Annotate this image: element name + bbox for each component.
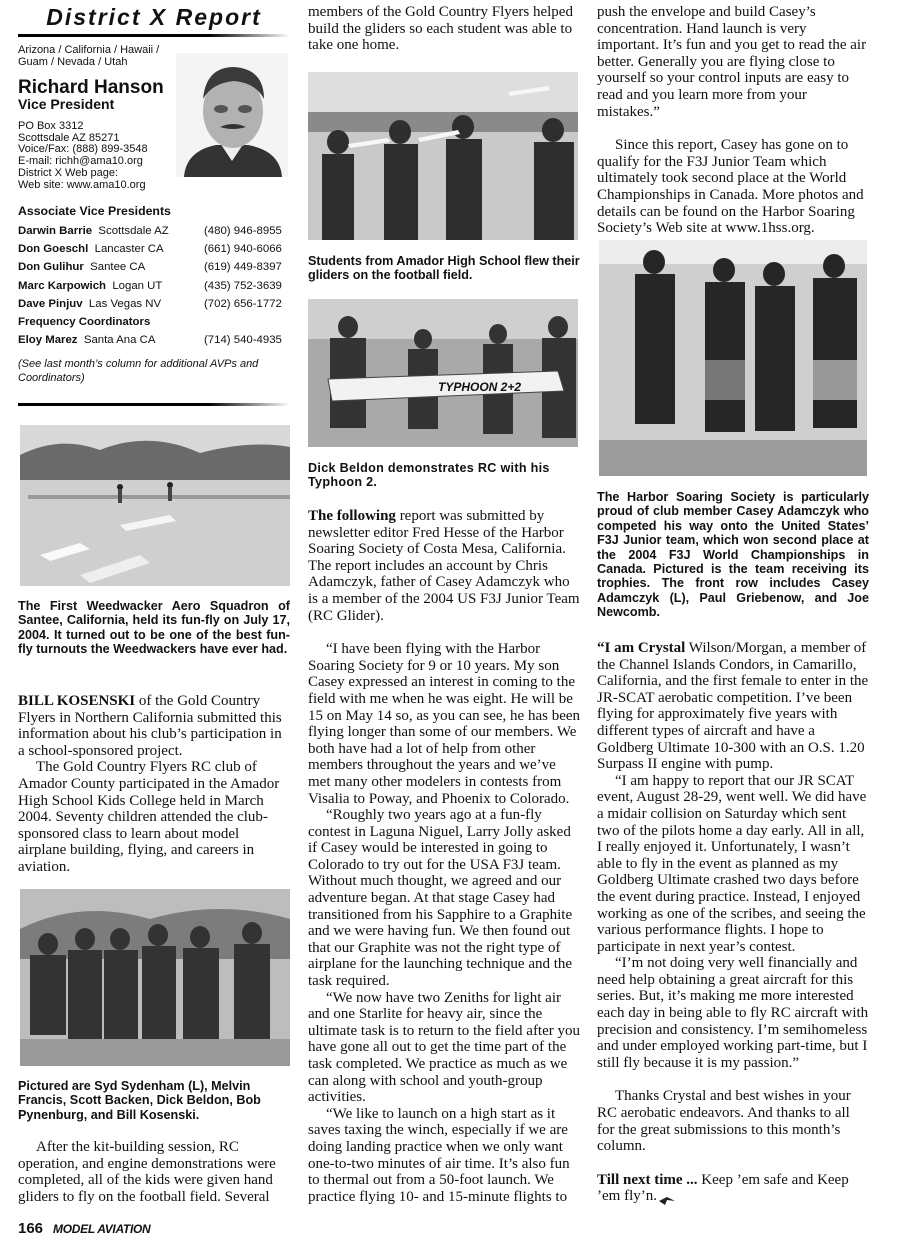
freq-row bbox=[18, 331, 290, 349]
avp-name: Don Gulihur bbox=[18, 261, 84, 274]
report-title: District X Report bbox=[46, 4, 262, 30]
weedwacker-caption: The First Weedwacker Aero Squadron of Santee, California, held its fun-fly on July 17, 2004. It turned out to be one of the best fun-fly turnouts the Weedwackers have ever had. bbox=[18, 599, 290, 657]
avp-table bbox=[18, 222, 290, 349]
paragraph: Since this report, Casey has gone on to qualify for the F3J Junior Team which ultimately took second place at the World Championships in Canada. More photos and details can be found on the Harbor Soaring Society’s Web site at www.1hss.org. bbox=[597, 137, 864, 237]
students-caption: Students from Amador High School flew their gliders on the football field. bbox=[308, 254, 580, 283]
magazine-name: MODEL AVIATION bbox=[53, 1222, 151, 1236]
col3-top bbox=[597, 4, 869, 237]
avp-heading: Associate Vice Presidents bbox=[18, 204, 171, 218]
vp-portrait-photo bbox=[176, 53, 288, 177]
paragraph: “We like to launch on a high start as it saves taxing the winch, especially if we are doing landing practice when we only want one-to-two minutes of air time. It’s also fun to thermal out from a 50-foot launch. We practice flying 10- and 15-minute flights to bbox=[308, 1105, 570, 1205]
col2-body bbox=[308, 508, 580, 1205]
paragraph: After the kit-building session, RC operation, and engine demonstrations were completed, all of the kids were given hand gliders to fly on the football field. Several bbox=[18, 1139, 276, 1205]
harbor-team-photo bbox=[599, 240, 867, 476]
avp-phone: (619) 449-8397 bbox=[204, 261, 282, 274]
paragraph-text: of the Gold Country Flyers in Northern California submitted this information about his club’s participation in a school-sponsored project. bbox=[18, 693, 282, 759]
lead-bold: “I am Crystal bbox=[597, 640, 686, 656]
avp-note: (See last month’s column for additional AVPs and Coordinators) bbox=[18, 358, 259, 384]
avp-phone: (702) 656-1772 bbox=[204, 297, 282, 310]
closing-text: Keep ’em safe and Keep ’em fly’n. bbox=[597, 1171, 849, 1205]
avp-city: Lancaster CA bbox=[94, 243, 164, 256]
harbor-caption: The Harbor Soaring Society is particularly proud of club member Casey Adamczyk who competed his way onto the United States’ F3J Junior team, which won second place at the 2004 F3J World Championships in Canada. Pictured is the team receiving its trophies. The front row includes Casey Adamczyk (L), Paul Griebenow, and Joe Newcomb. bbox=[597, 490, 869, 620]
avp-city: Logan UT bbox=[112, 279, 163, 292]
contact-line: E-mail: richh@ama10.org bbox=[18, 155, 143, 168]
page-number: 166 bbox=[18, 1220, 44, 1237]
freq-city: Santa Ana CA bbox=[83, 334, 156, 347]
states-list: Arizona / California / Hawaii / Guam / Nevada / Utah bbox=[18, 44, 160, 68]
vp-contact bbox=[18, 121, 178, 191]
avp-name: Don Goeschl bbox=[18, 243, 89, 256]
avp-row bbox=[18, 258, 290, 276]
avp-city: Las Vegas NV bbox=[88, 297, 162, 310]
title-rule bbox=[18, 34, 290, 37]
section-rule bbox=[18, 403, 290, 406]
freq-heading-text: Frequency Coordinators bbox=[18, 316, 151, 329]
freq-name: Eloy Marez bbox=[18, 334, 78, 347]
avp-row bbox=[18, 295, 290, 313]
avp-row bbox=[18, 277, 290, 295]
beldon-photo bbox=[308, 299, 578, 447]
vp-name: Richard Hanson bbox=[18, 77, 164, 98]
paragraph: “I have been flying with the Harbor Soaring Society for 9 or 10 years. My son Casey expressed an interest in coming to the field with me when he was eight. He will be 15 on May 14 so, as you can see, he has been flying longer than some of our members. We both have had a lot of help from other members throughout the years and we’ve met many other modelers in contests from Visalia to Poway, and Phoenix to Colorado. bbox=[308, 641, 581, 807]
closing-paragraph bbox=[597, 1172, 869, 1205]
group-photo bbox=[20, 889, 290, 1066]
avp-phone: (435) 752-3639 bbox=[204, 279, 282, 292]
paragraph: push the envelope and build Casey’s concentration. Hand launch is very important. It’s fun and you get to read the air better. Generally you are flying close to yourself so your control inputs are easy to read and you learn more from your mistakes.” bbox=[597, 4, 867, 120]
paragraph: “We now have two Zeniths for light air and one Starlite for heavy air, since the ultimate task is to return to the field after you have gone all out to get the time part of the task completed. We practice as much as we can along with school and youth-group activities. bbox=[308, 989, 581, 1106]
typhoon-label: TYPHOON 2+2 bbox=[438, 380, 522, 394]
freq-phone: (714) 540-4935 bbox=[204, 334, 282, 347]
contact-line: Web site: www.ama10.org bbox=[18, 178, 146, 191]
col1-body bbox=[18, 693, 290, 876]
group-caption: Pictured are Syd Sydenham (L), Melvin Francis, Scott Backen, Dick Beldon, Bob Pynenburg, and Bill Kosenski. bbox=[18, 1079, 261, 1122]
paragraph: Thanks Crystal and best wishes in your RC aerobatic endeavors. And thanks to all for the great submissions to this month’s column. bbox=[597, 1088, 851, 1155]
avp-phone: (480) 946-8955 bbox=[204, 225, 282, 237]
weedwacker-photo bbox=[20, 425, 290, 586]
paragraph: members of the Gold Country Flyers helped build the gliders so each student was able to take one home. bbox=[308, 4, 573, 54]
contact-line: District X Web page: bbox=[18, 166, 119, 179]
lead-bold: BILL KOSENSKI bbox=[18, 693, 136, 709]
students-photo bbox=[308, 72, 578, 240]
vp-role: Vice President bbox=[18, 96, 115, 112]
kosenski-paragraph bbox=[18, 693, 290, 759]
paragraph: The Gold Country Flyers RC club of Amador County participated in the Amador High School Kids College held in March 2004. Seventy children attended the club-sponsored class to learn about model airplane building, flying, and careers in aviation. bbox=[18, 759, 280, 875]
contact-line: PO Box 3312 bbox=[18, 120, 84, 132]
avp-phone: (661) 940-6066 bbox=[204, 243, 282, 256]
following-paragraph bbox=[308, 508, 580, 624]
paragraph-text: Wilson/Morgan, a member of the Channel Islands Condors, in Camarillo, California, and the first female to enter in the JR-SCAT aerobatic competition. I’ve been flying for approximately five years with different types of aircraft and have a Goldberg Ultimate 10-300 with an O.S. 1.20 Surpass II engine with pump. bbox=[597, 640, 869, 773]
paragraph: “I am happy to report that our JR SCAT event, August 28-29, went well. We did have a midair collision on Saturday which sent two of the pilots home a day early. All in all, I really enjoyed it. Unfortunately, I wasn’t able to fly in the event as planned as my Goldberg Ultimate crashed two days before the event during practice. Instead, I enjoyed working as one of the scribes, and seeing the various performance flights. I hope to participate in next year’s contest. bbox=[597, 772, 867, 955]
avp-row bbox=[18, 222, 290, 240]
closing-bold: Till next time ... bbox=[597, 1171, 698, 1188]
freq-heading bbox=[18, 313, 290, 331]
avp-name: Marc Karpowich bbox=[18, 279, 106, 292]
crystal-paragraph bbox=[597, 640, 869, 773]
avp-city: Scottsdale AZ bbox=[98, 225, 169, 237]
avp-city: Santee CA bbox=[90, 261, 146, 274]
avp-name: Darwin Barrie bbox=[18, 225, 93, 237]
paragraph: “Roughly two years ago at a fun-fly contest in Laguna Niguel, Larry Jolly asked if Casey would be interested in going to Colorado to try out for the USA F3J team. Without much thought, we agreed and our adventure began. At that stage Casey had transitioned from his Sapphire to a Graphite and we were having fun. We then found out that our Graphite was not the right type of airplane for the launching technique and the task required. bbox=[308, 807, 573, 990]
lead-bold: The following bbox=[308, 508, 396, 524]
col3-body bbox=[597, 640, 869, 1205]
beldon-caption: Dick Beldon demonstrates RC with his Typhoon 2. bbox=[308, 461, 550, 490]
page-footer bbox=[18, 1220, 150, 1240]
paragraph: “I’m not doing very well financially and need help obtaining a great aircraft for this series. But, it’s making me more interested each day in being able to fly RC aircraft with precision and consistency. I’m semihomeless and under employed working part-time, but I still fly because it is my passion.” bbox=[597, 955, 869, 1071]
ama-logo-icon bbox=[659, 1193, 675, 1201]
avp-name: Dave Pinjuv bbox=[18, 297, 83, 310]
contact-line: Scottsdale AZ 85271 bbox=[18, 131, 120, 144]
avp-row bbox=[18, 240, 290, 258]
paragraph-text: report was submitted by newsletter editor Fred Hesse of the Harbor Soaring Society of Costa Mesa, California. The report includes an account by Chris Adamczyk, father of Casey Adamczyk who is a member of the 2004 US F3J Junior Team (RC Glider). bbox=[308, 508, 580, 624]
contact-line: Voice/Fax: (888) 899-3548 bbox=[18, 143, 148, 156]
